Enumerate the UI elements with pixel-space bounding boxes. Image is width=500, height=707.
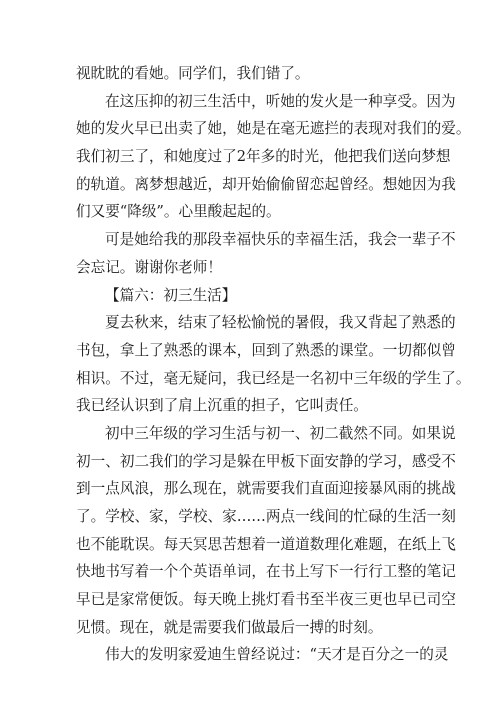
document-body xyxy=(76,60,471,669)
text-line: 会忘记。谢谢你老师！ xyxy=(76,258,222,276)
text-line: 早 已 是 家 常 便 饭 。 每 天 晚 上 挑 灯 看 书 至 半 夜 三 更 也 早 已 司 空 xyxy=(76,591,456,609)
text-line: 了 。 学 校 、 家 ， 学 校 、 家 … … 两 点 一 线 间 的 忙 碌 的 生 活 一 刻 xyxy=(76,508,456,525)
text-line: 夏 去 秋 来 ， 结 束 了 轻 松 愉 悦 的 暑 假 ， 我 又 背 起 了 熟 悉 的 xyxy=(105,314,456,332)
text-line: 伟 大 的 发 明 家 爱 迪 生 曾 经 说 过 ： “ 天 才 是 百 分 之 一 的 灵 xyxy=(105,646,449,664)
text-line: 初 一 、 初 二 我 们 的 学 习 是 躲 在 甲 板 下 面 安 静 的 学 习 ， 感 受 不 xyxy=(76,452,456,470)
text-line: 她 的 发 火 早 已 出 卖 了 她 ， 她 是 在 毫 无 遮 拦 的 表 现 对 我 们 的 爱 。 xyxy=(76,120,471,138)
text-line: 可 是 她 给 我 的 那 段 幸 福 快 乐 的 幸 福 生 活 ， 我 会 一 辈 子 不 xyxy=(105,231,456,249)
text-line: 我 们 初 三 了 ， 和 她 度 过 了 2 年 多 的 时 光 ， 他 把 我 们 送 向 梦 想 xyxy=(76,148,451,166)
text-line: 相 识 。 不 过 ， 毫 无 疑 问 ， 我 已 经 是 一 名 初 中 三 年 级 的 学 生 了 。 xyxy=(76,369,471,387)
text-line: 书 包 ， 拿 上 了 熟 悉 的 课 本 ， 回 到 了 熟 悉 的 课 堂 。 一 切 都 似 曾 xyxy=(76,341,456,359)
section-heading: 【篇六：初三生活】 xyxy=(105,286,237,304)
text-line: 初 中 三 年 级 的 学 习 生 活 与 初 一 、 初 二 截 然 不 同 。 如 果 说 xyxy=(105,424,456,442)
text-line: 见惯。现在，就是需要我们做最后一搏的时刻。 xyxy=(76,618,383,636)
text-line: 我已经认识到了肩上沉重的担子，它叫责任。 xyxy=(76,397,368,415)
text-line: 快 地 书 写 着 一 个 个 英 语 单 词 ， 在 书 上 写 下 一 行 行 工 整 的 笔 记 xyxy=(76,563,456,581)
text-line: 到 一 点 风 浪 ， 那 么 现 在 ， 就 需 要 我 们 直 面 迎 接 暴 风 雨 的 挑 战 xyxy=(76,480,456,498)
text-line: 的 轨 道 。 离 梦 想 越 近 ， 却 开 始 偷 偷 留 恋 起 曾 经 。 想 她 因 为 我 xyxy=(76,175,456,193)
text-line: 视眈眈的看她。同学们，我们错了。 xyxy=(76,65,310,82)
text-line: 在 这 压 抑 的 初 三 生 活 中 ， 听 她 的 发 火 是 一 种 享 受 。 因 为 xyxy=(105,92,456,110)
text-line: 也 不 能 耽 误 。 每 天 冥 思 苦 想 着 一 道 道 数 理 化 难 题 ， 在 纸 上 飞 xyxy=(76,535,456,553)
text-line: 们又要“降级”。心里酸起起的。 xyxy=(76,203,281,221)
